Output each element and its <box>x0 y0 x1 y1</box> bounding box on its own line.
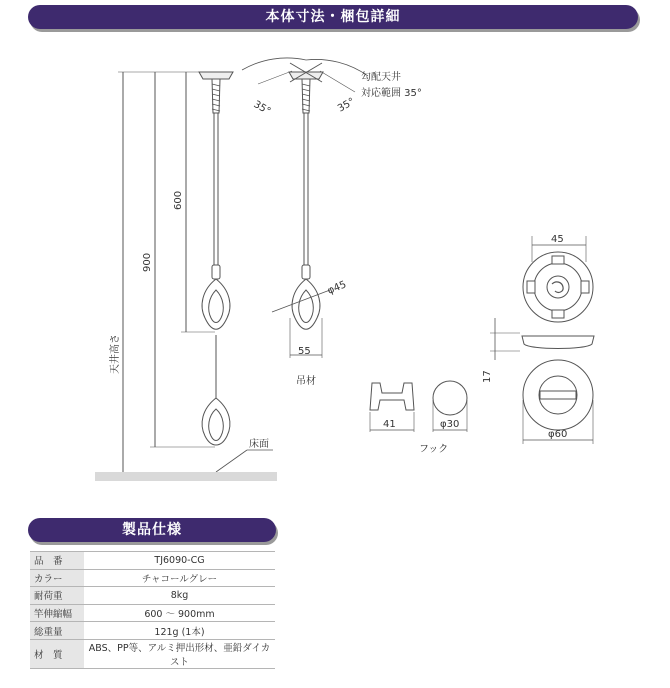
spec-value: 121g (1本) <box>84 622 275 640</box>
tilt-label-2: 対応範囲 35° <box>361 88 422 99</box>
table-row <box>30 587 275 605</box>
lower-loop-left <box>202 398 230 445</box>
dim-phi60-label: φ60 <box>548 429 568 440</box>
spec-value: チャコールグレー <box>84 569 275 587</box>
table-row <box>30 552 275 570</box>
angle-left-label: 35° <box>251 99 273 118</box>
dimensions-title: 本体寸法・梱包詳細 <box>265 9 401 25</box>
dim-17-label: 17 <box>482 370 493 383</box>
spec-key: 材 質 <box>30 639 84 668</box>
hanger-caption: 吊材 <box>296 376 316 387</box>
dim-41-label: 41 <box>383 419 396 430</box>
hook-side-view <box>370 383 414 410</box>
pole-right <box>304 113 308 265</box>
upper-loop-left <box>202 279 230 329</box>
spec-key: 品 番 <box>30 552 84 570</box>
table-row <box>30 604 275 622</box>
dim-ceiling-label: 天井高さ <box>110 334 121 374</box>
spec-value: 8kg <box>84 587 275 605</box>
base-side-view <box>522 336 594 349</box>
table-row <box>30 639 275 668</box>
dim-900-label: 900 <box>142 252 153 272</box>
floor-bar <box>95 472 277 481</box>
tilt-label-1: 勾配天井 <box>361 72 401 83</box>
dim-phi30-label: φ30 <box>440 419 460 430</box>
table-row <box>30 622 275 640</box>
table-row <box>30 569 275 587</box>
specs-title: 製品仕様 <box>122 522 182 538</box>
loop-right <box>292 279 320 329</box>
spec-value: TJ6090-CG <box>84 552 275 570</box>
ceiling-base-left <box>199 72 233 79</box>
spec-value: 600 ～ 900mm <box>84 604 275 622</box>
dim-phi45-label: φ45 <box>326 279 349 297</box>
hook-front-view <box>433 381 467 415</box>
spec-key: 耐荷重 <box>30 587 84 605</box>
spec-key: カラー <box>30 569 84 587</box>
spec-value: ABS、PP等、アルミ押出形材、亜鉛ダイカスト <box>84 639 275 668</box>
dim-55-label: 55 <box>298 346 311 357</box>
dim-600-label: 600 <box>173 190 184 210</box>
specs-table <box>30 551 275 669</box>
floor-label: 床面 <box>249 439 269 450</box>
specs-banner <box>28 518 276 542</box>
hook-caption: フック <box>419 444 449 455</box>
spec-key: 総重量 <box>30 622 84 640</box>
spec-key: 竿伸縮幅 <box>30 604 84 622</box>
pole-left <box>214 113 218 265</box>
angle-right-label: 35° <box>336 96 357 115</box>
dim-45-label: 45 <box>551 234 564 245</box>
